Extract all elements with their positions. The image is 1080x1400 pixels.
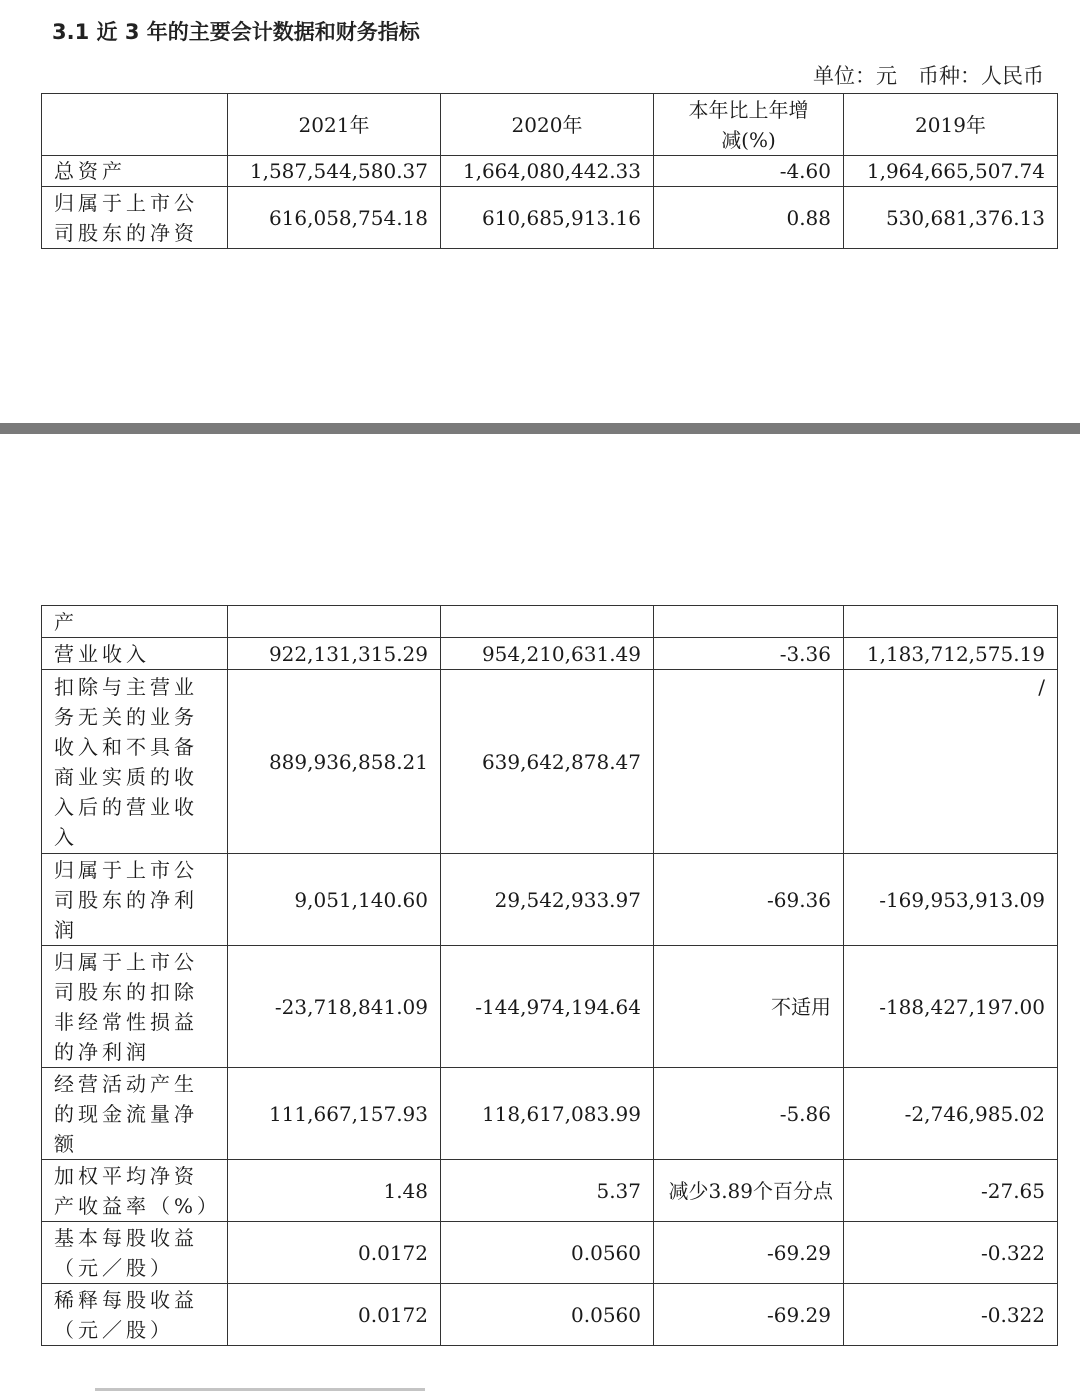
value-2020: 118,617,083.99	[441, 1068, 654, 1160]
value-2020: 954,210,631.49	[441, 638, 654, 670]
header-2021: 2021年	[228, 94, 441, 156]
row-label: 经营活动产生的现金流量净额	[42, 1068, 228, 1160]
row-label: 扣除与主营业务无关的业务收入和不具备商业实质的收入后的营业收入	[42, 670, 228, 854]
value-change: -4.60	[654, 156, 844, 187]
table-row	[42, 1222, 1058, 1284]
table-row	[42, 638, 1058, 670]
section-heading: 3.1 近 3 年的主要会计数据和财务指标	[52, 20, 420, 44]
table-row	[42, 1068, 1058, 1160]
row-label: 营业收入	[42, 638, 228, 670]
value-2021: 9,051,140.60	[228, 854, 441, 946]
value-2020: 1,664,080,442.33	[441, 156, 654, 187]
value-change: 不适用	[654, 946, 844, 1068]
value-change	[654, 606, 844, 638]
value-2019: 1,183,712,575.19	[844, 638, 1058, 670]
page-separator-band	[0, 423, 1080, 434]
value-2021: 922,131,315.29	[228, 638, 441, 670]
value-2021: 889,936,858.21	[228, 670, 441, 854]
value-2020: 639,642,878.47	[441, 670, 654, 854]
value-2019	[844, 606, 1058, 638]
value-2020: 29,542,933.97	[441, 854, 654, 946]
value-2019: -2,746,985.02	[844, 1068, 1058, 1160]
value-change	[654, 670, 844, 854]
value-2019: 530,681,376.13	[844, 187, 1058, 249]
value-2020: 610,685,913.16	[441, 187, 654, 249]
value-change: -69.36	[654, 854, 844, 946]
value-2021: 1,587,544,580.37	[228, 156, 441, 187]
value-2019: -169,953,913.09	[844, 854, 1058, 946]
value-2021: 0.0172	[228, 1284, 441, 1346]
header-2019: 2019年	[844, 94, 1058, 156]
value-2019: -27.65	[844, 1160, 1058, 1222]
value-change: -69.29	[654, 1222, 844, 1284]
value-2020: 5.37	[441, 1160, 654, 1222]
table-row	[42, 1160, 1058, 1222]
header-blank-cell	[42, 94, 228, 156]
value-change: 0.88	[654, 187, 844, 249]
row-label: 加权平均净资产收益率（%）	[42, 1160, 228, 1222]
row-label: 归属于上市公司股东的净利润	[42, 854, 228, 946]
value-2019: -0.322	[844, 1284, 1058, 1346]
value-2021: 111,667,157.93	[228, 1068, 441, 1160]
row-label: 归属于上市公司股东的扣除非经常性损益的净利润	[42, 946, 228, 1068]
financial-table-top	[41, 93, 1058, 249]
row-label: 基本每股收益（元／股）	[42, 1222, 228, 1284]
financial-table-bottom	[41, 605, 1058, 1346]
value-change: -3.36	[654, 638, 844, 670]
row-label: 产	[42, 606, 228, 638]
value-2021: 0.0172	[228, 1222, 441, 1284]
value-2019-cell	[844, 670, 1058, 854]
table-row	[42, 187, 1058, 249]
value-2019: /	[1038, 675, 1045, 699]
value-2021: 1.48	[228, 1160, 441, 1222]
value-2020	[441, 606, 654, 638]
value-2021	[228, 606, 441, 638]
header-2020: 2020年	[441, 94, 654, 156]
value-change: -69.29	[654, 1284, 844, 1346]
cropped-text-fragment	[95, 1388, 425, 1399]
value-2021: -23,718,841.09	[228, 946, 441, 1068]
value-2021: 616,058,754.18	[228, 187, 441, 249]
value-change: -5.86	[654, 1068, 844, 1160]
value-2020: 0.0560	[441, 1284, 654, 1346]
value-2019: 1,964,665,507.74	[844, 156, 1058, 187]
row-label: 稀释每股收益（元／股）	[42, 1284, 228, 1346]
value-change: 减少3.89个百分点	[654, 1160, 844, 1222]
table-row	[42, 1284, 1058, 1346]
table-row	[42, 946, 1058, 1068]
value-2019: -0.322	[844, 1222, 1058, 1284]
row-label: 归属于上市公司股东的净资	[42, 187, 228, 249]
unit-currency-note: 单位：元 币种：人民币	[813, 64, 1044, 88]
table-row	[42, 156, 1058, 187]
table-row	[42, 854, 1058, 946]
table-header-row	[42, 94, 1058, 156]
table-row	[42, 670, 1058, 854]
table-row	[42, 606, 1058, 638]
row-label: 总资产	[42, 156, 228, 187]
header-change: 本年比上年增减(%)	[654, 94, 844, 156]
value-2019: -188,427,197.00	[844, 946, 1058, 1068]
value-2020: -144,974,194.64	[441, 946, 654, 1068]
value-2020: 0.0560	[441, 1222, 654, 1284]
